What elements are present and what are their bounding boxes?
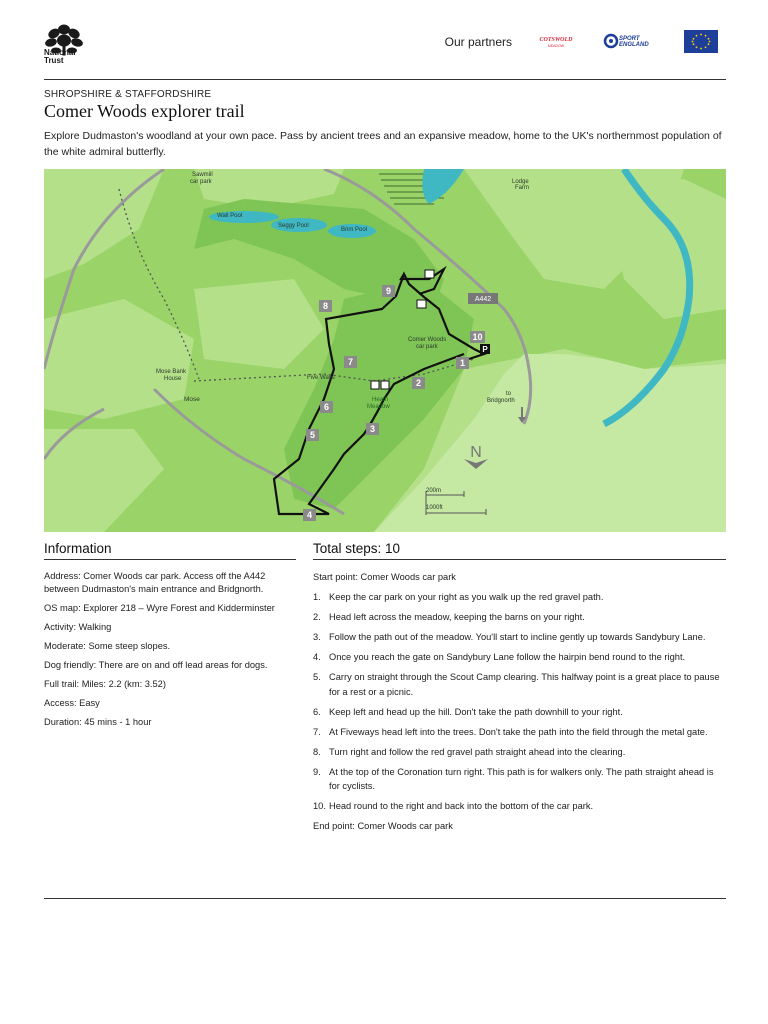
info-difficulty: Moderate: Some steep slopes. bbox=[44, 641, 171, 651]
step-item bbox=[313, 670, 726, 699]
step-marker-6[interactable] bbox=[320, 401, 333, 413]
steps-heading: Total steps: 10 bbox=[313, 541, 726, 560]
steps-list bbox=[313, 590, 726, 814]
svg-text:8: 8 bbox=[322, 301, 329, 311]
step-number: 5. bbox=[313, 672, 321, 682]
label-a442: A442 bbox=[474, 296, 492, 303]
region-label: SHROPSHIRE & STAFFORDSHIRE bbox=[44, 89, 212, 100]
svg-text:1: 1 bbox=[459, 358, 466, 368]
info-address: Address: Comer Woods car park. Access off the A442 between Dudmaston's main entrance and Bridgnorth. bbox=[44, 571, 266, 594]
step-number: 8. bbox=[313, 746, 321, 757]
step-marker-10[interactable] bbox=[470, 331, 485, 343]
label-mose-bank-2: House bbox=[164, 376, 182, 382]
svg-text:SPORT: SPORT bbox=[619, 36, 640, 42]
label-north: N bbox=[470, 444, 482, 461]
picnic-icon bbox=[417, 300, 426, 308]
header-divider bbox=[44, 79, 726, 80]
step-number: 6. bbox=[313, 706, 321, 717]
svg-text:MEADOW: MEADOW bbox=[547, 44, 565, 48]
step-item bbox=[313, 725, 726, 740]
step-number: 1. bbox=[313, 592, 321, 602]
step-marker-3[interactable] bbox=[366, 423, 379, 435]
svg-text:4: 4 bbox=[306, 510, 313, 520]
svg-text:9: 9 bbox=[385, 286, 392, 296]
label-sawmill: Sawmill bbox=[192, 172, 213, 178]
step-number: 3. bbox=[313, 632, 321, 642]
label-wall-pool: Wall Pool bbox=[217, 213, 243, 219]
step-text: Head left across the meadow, keeping the barns on your right. bbox=[329, 612, 585, 622]
page-header bbox=[44, 14, 726, 80]
label-comer-2: car park bbox=[416, 344, 438, 350]
logo-line-2: Trust bbox=[44, 56, 64, 65]
step-marker-1[interactable] bbox=[456, 357, 469, 369]
step-item bbox=[313, 799, 726, 814]
eu-flag-logo[interactable] bbox=[684, 30, 718, 53]
step-marker-8[interactable] bbox=[319, 300, 332, 312]
wildlife-icon bbox=[371, 381, 379, 389]
info-dog-friendly: Dog friendly: There are on and off lead areas for dogs. bbox=[44, 660, 268, 670]
start-point: Start point: Comer Woods car park bbox=[313, 572, 456, 582]
label-bridgnorth: Bridgnorth bbox=[487, 398, 515, 404]
label-scale-1: 200m bbox=[426, 488, 442, 494]
page-title: Comer Woods explorer trail bbox=[44, 101, 245, 121]
svg-text:ENGLAND: ENGLAND bbox=[619, 42, 649, 48]
label-heath-2: Meadow bbox=[367, 404, 390, 410]
info-activity: Activity: Walking bbox=[44, 622, 112, 632]
information-heading: Information bbox=[44, 541, 296, 560]
step-number: 2. bbox=[313, 612, 321, 622]
butterfly-icon bbox=[381, 381, 389, 389]
step-marker-5[interactable] bbox=[306, 429, 319, 441]
label-lodge-2: Farm bbox=[515, 185, 529, 191]
label-mose: Mose bbox=[184, 396, 200, 403]
step-item bbox=[313, 610, 726, 625]
step-text: Head round to the right and back into the bottom of the car park. bbox=[329, 801, 594, 811]
step-text: Keep left and head up the hill. Don't take the path downhill to your right. bbox=[329, 706, 623, 717]
svg-text:2: 2 bbox=[415, 378, 422, 388]
footer-divider bbox=[44, 898, 726, 899]
step-item bbox=[313, 765, 726, 794]
end-point: End point: Comer Woods car park bbox=[313, 821, 453, 831]
step-item bbox=[313, 650, 726, 665]
logo-line-1: National bbox=[44, 48, 76, 57]
svg-text:3: 3 bbox=[369, 424, 376, 434]
svg-text:5: 5 bbox=[309, 430, 316, 440]
step-marker-9[interactable] bbox=[382, 285, 395, 297]
cotswold-meadow-logo[interactable] bbox=[536, 28, 576, 54]
label-seggy-pool: Seggy Pool bbox=[278, 223, 309, 229]
viewpoint-icon bbox=[425, 270, 434, 278]
step-number: 4. bbox=[313, 652, 321, 662]
svg-text:10: 10 bbox=[472, 332, 483, 342]
step-item bbox=[313, 630, 726, 645]
step-text: Turn right and follow the red gravel path straight ahead into the clearing. bbox=[329, 746, 626, 757]
step-number: 7. bbox=[313, 726, 321, 737]
label-mose-bank: Mose Bank bbox=[156, 369, 187, 375]
step-text: Follow the path out of the meadow. You'll start to incline gently up towards Sandybury Lane. bbox=[329, 632, 706, 642]
information-section bbox=[44, 541, 296, 735]
step-text: Carry on straight through the Scout Camp clearing. This halfway point is a great place to pause for a rest or a picnic. bbox=[329, 672, 720, 697]
label-five-ways: Five Ways bbox=[307, 375, 335, 381]
svg-text:6: 6 bbox=[323, 402, 330, 412]
trail-map[interactable] bbox=[44, 169, 726, 532]
step-item bbox=[313, 745, 726, 760]
info-access: Access: Easy bbox=[44, 698, 100, 708]
step-marker-2[interactable] bbox=[412, 377, 425, 389]
step-text: Once you reach the gate on Sandybury Lane follow the hairpin bend round to the right. bbox=[329, 652, 686, 662]
step-item bbox=[313, 705, 726, 720]
step-text: At the top of the Coronation turn right. This path is for walkers only. The path straight ahead is for cyclists. bbox=[329, 766, 714, 791]
national-trust-wordmark bbox=[44, 49, 76, 65]
step-text: At Fiveways head left into the trees. Don't take the path into the field through the metal gate. bbox=[329, 726, 708, 737]
label-lodge: Lodge bbox=[512, 179, 529, 185]
step-item bbox=[313, 590, 726, 605]
label-scale-2: 1000ft bbox=[426, 505, 443, 511]
steps-section bbox=[313, 541, 726, 839]
svg-text:7: 7 bbox=[347, 357, 354, 367]
step-marker-7[interactable] bbox=[344, 356, 357, 368]
label-brim-pool: Brim Pool bbox=[341, 227, 368, 233]
label-to: to bbox=[506, 391, 512, 397]
partners-label: Our partners bbox=[444, 35, 512, 49]
label-parking: P bbox=[482, 345, 488, 354]
info-duration: Duration: 45 mins - 1 hour bbox=[44, 717, 152, 727]
intro-text: Explore Dudmaston's woodland at your own pace. Pass by ancient trees and an expansive meadow, home to the UK's northernmost population of the white admiral butterfly. bbox=[44, 130, 722, 158]
label-heath: Heath bbox=[372, 397, 389, 403]
info-full-trail: Full trail: Miles: 2.2 (km: 3.52) bbox=[44, 679, 166, 689]
label-comer: Comer Woods bbox=[408, 337, 447, 343]
svg-text:COTSWOLD: COTSWOLD bbox=[539, 37, 573, 43]
step-number: 9. bbox=[313, 766, 321, 777]
sport-england-logo[interactable] bbox=[602, 28, 658, 54]
label-sawmill-2: car park bbox=[190, 179, 212, 185]
step-number: 10. bbox=[313, 801, 326, 811]
a442-road-sign bbox=[468, 293, 498, 304]
step-marker-4[interactable] bbox=[303, 509, 316, 521]
info-os-map: OS map: Explorer 218 – Wyre Forest and Kidderminster bbox=[44, 603, 275, 613]
parking-icon bbox=[480, 344, 490, 354]
step-text: Keep the car park on your right as you walk up the red gravel path. bbox=[329, 592, 604, 602]
